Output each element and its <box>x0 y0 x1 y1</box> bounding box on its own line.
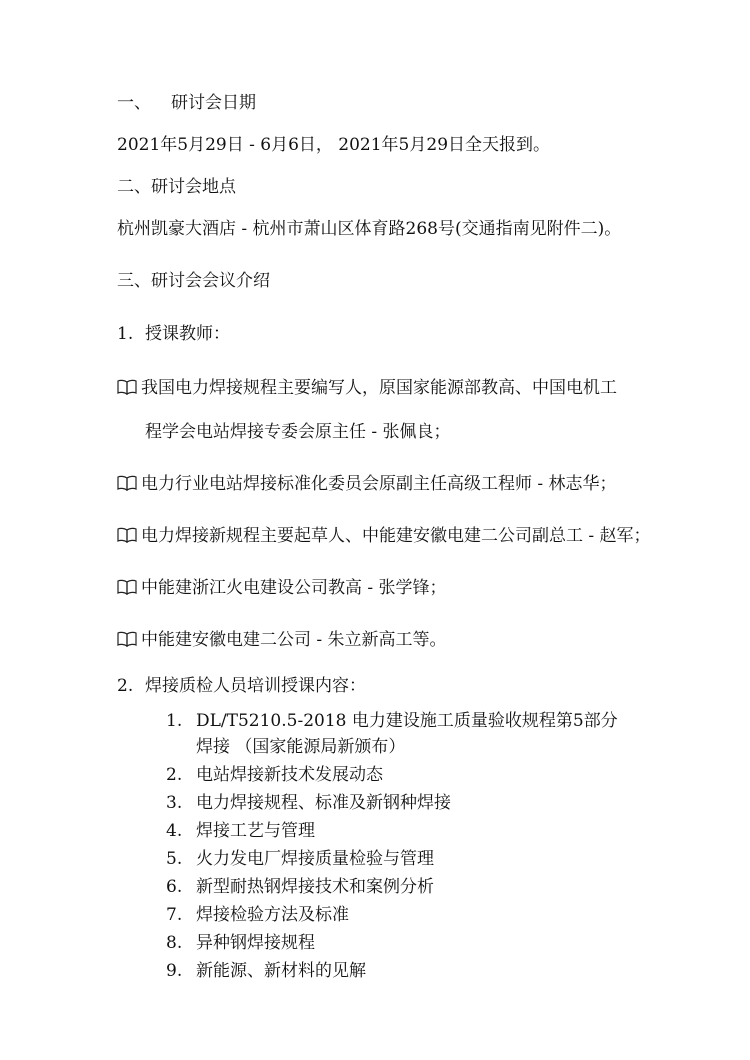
training-item <box>166 904 349 926</box>
training-item <box>166 848 434 870</box>
item-text: 焊接检验方法及标准 <box>196 905 349 925</box>
open-book-icon <box>117 475 137 491</box>
heading-number: 一、 <box>117 93 151 113</box>
teacher-item <box>117 473 617 495</box>
training-item <box>166 710 618 732</box>
teacher-text: 中能建安徽电建二公司 - 朱立新高工等。 <box>141 630 447 650</box>
training-heading <box>117 675 366 697</box>
item-number: 5. <box>166 849 183 869</box>
item-number: 1. <box>166 711 183 731</box>
item-number: 8. <box>166 933 183 953</box>
open-book-icon <box>117 379 137 395</box>
section-heading-date <box>117 92 256 114</box>
teachers-heading <box>117 323 230 345</box>
item-text: 火力发电厂焊接质量检验与管理 <box>196 849 434 869</box>
item-number: 9. <box>166 961 183 981</box>
item-text: DL/T5210.5-2018 电力建设施工质量验收规程第5部分 <box>196 711 618 731</box>
item-number: 4. <box>166 821 183 841</box>
teacher-text: 中能建浙江火电建设公司教高 - 张学锋； <box>141 578 447 598</box>
location-content: 杭州凯豪大酒店 - 杭州市萧山区体育路268号(交通指南见附件二)。 <box>117 219 622 239</box>
list-heading-text: 授课教师： <box>145 324 230 344</box>
section-heading-location: 二、研讨会地点 <box>117 177 236 197</box>
teacher-text: 电力行业电站焊接标准化委员会原副主任高级工程师 - 林志华； <box>141 474 617 494</box>
training-item <box>166 876 434 898</box>
item-text-continued: 焊接 （国家能源局新颁布） <box>196 737 406 757</box>
item-text: 新型耐热钢焊接技术和案例分析 <box>196 877 434 897</box>
item-number: 3. <box>166 793 183 813</box>
list-number: 2. <box>117 676 134 696</box>
training-item <box>166 792 451 814</box>
item-number: 7. <box>166 905 183 925</box>
teacher-text-continued: 程学会电站焊接专委会原主任 - 张佩良； <box>145 422 451 442</box>
item-text: 电力焊接规程、标准及新钢种焊接 <box>196 793 451 813</box>
training-item <box>166 960 366 982</box>
training-item <box>166 820 315 842</box>
teacher-item <box>117 525 651 547</box>
teacher-text: 我国电力焊接规程主要编写人，原国家能源部教高、中国电机工 <box>141 378 617 398</box>
item-text: 电站焊接新技术发展动态 <box>196 765 383 785</box>
open-book-icon <box>117 579 137 595</box>
teacher-item <box>117 629 447 651</box>
item-text: 异种钢焊接规程 <box>196 933 315 953</box>
date-content: 2021年5月29日 - 6月6日， 2021年5月29日全天报到。 <box>117 135 551 155</box>
teacher-item <box>117 377 617 399</box>
teacher-item <box>117 577 447 599</box>
teacher-text: 电力焊接新规程主要起草人、中能建安徽电建二公司副总工 - 赵军； <box>141 526 651 546</box>
section-heading-intro: 三、研讨会会议介绍 <box>117 271 270 291</box>
heading-text: 研讨会日期 <box>171 93 256 113</box>
training-item <box>166 932 315 954</box>
item-number: 2. <box>166 765 183 785</box>
item-number: 6. <box>166 877 183 897</box>
list-number: 1. <box>117 324 134 344</box>
open-book-icon <box>117 527 137 543</box>
open-book-icon <box>117 631 137 647</box>
item-text: 新能源、新材料的见解 <box>196 961 366 981</box>
item-text: 焊接工艺与管理 <box>196 821 315 841</box>
list-heading-text: 焊接质检人员培训授课内容： <box>145 676 366 696</box>
training-item <box>166 764 383 786</box>
